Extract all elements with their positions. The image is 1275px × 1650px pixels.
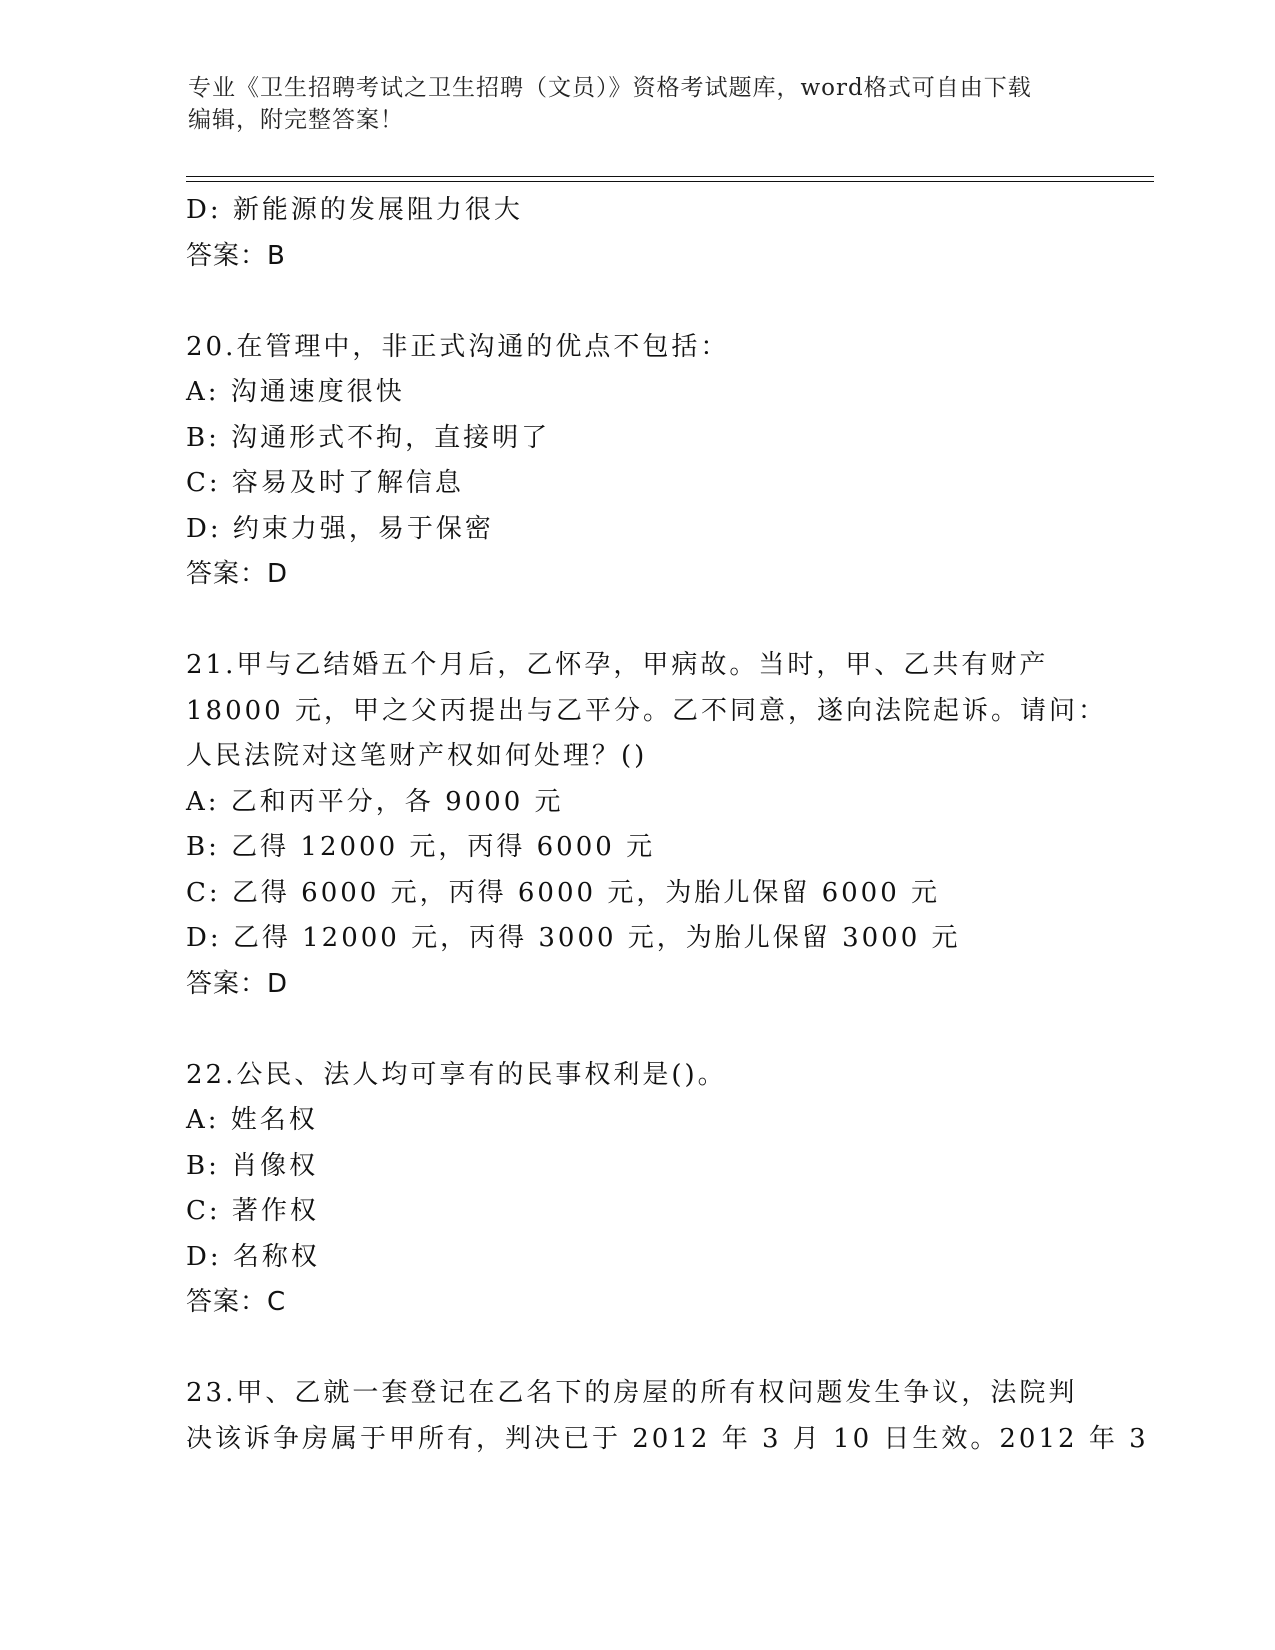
option-d: D: 约束力强，易于保密 [186,513,494,544]
question-list [186,188,1149,1462]
option-c: C: 容易及时了解信息 [186,468,464,498]
question-stem-line-1: 23.甲、乙就一套登记在乙名下的房屋的所有权问题发生争议，法院判 [186,1378,1078,1408]
document-header [188,72,1088,136]
question-stem-line-2: 18000 元，甲之父丙提出与乙平分。乙不同意，遂向法院起诉。请问： [186,695,1107,726]
answer-line: 答案：B [186,240,286,271]
answer-line: 答案：D [186,968,289,999]
option-a: A: 乙和丙平分，各 9000 元 [186,786,564,817]
question-stem-line-1: 21.甲与乙结婚五个月后，乙怀孕，甲病故。当时，甲、乙共有财产 [186,650,1049,680]
question-stem-line-2: 决该诉争房属于甲所有，判决已于 2012 年 3 月 10 日生效。2012 年 3 [186,1423,1149,1454]
option-b: B: 沟通形式不拘，直接明了 [186,422,551,453]
option-a: A: 姓名权 [186,1105,318,1135]
header-line-1: 专业《卫生招聘考试之卫生招聘（文员）》资格考试题库，word格式可自由下载 [188,75,1032,101]
option-c: C: 乙得 6000 元，丙得 6000 元，为胎儿保留 6000 元 [186,877,941,908]
spacer [186,1326,1086,1372]
spacer [186,1007,1086,1053]
option-d: D: 新能源的发展阻力很大 [186,195,523,225]
answer-line: 答案：D [186,559,289,589]
option-c: C: 著作权 [186,1196,319,1226]
option-b: B: 乙得 12000 元，丙得 6000 元 [186,832,656,862]
previous-question-tail [186,188,1086,279]
spacer [186,598,1086,644]
option-d: D: 乙得 12000 元，丙得 3000 元，为胎儿保留 3000 元 [186,923,961,953]
header-rule-bottom [186,181,1154,182]
question-22 [186,1053,1086,1326]
question-23 [186,1371,1149,1462]
question-21 [186,643,1107,1007]
question-stem: 20.在管理中，非正式沟通的优点不包括： [186,331,730,362]
question-stem-line-3: 人民法院对这笔财产权如何处理？() [186,741,648,771]
option-d: D: 名称权 [186,1241,320,1272]
question-20 [186,325,1086,598]
option-b: B: 肖像权 [186,1150,319,1181]
option-a: A: 沟通速度很快 [186,377,405,407]
spacer [186,279,1086,325]
header-rule-top [186,176,1154,177]
header-line-2: 编辑，附完整答案！ [188,107,404,133]
question-stem: 22.公民、法人均可享有的民事权利是()。 [186,1059,727,1090]
answer-line: 答案：C [186,1287,287,1317]
